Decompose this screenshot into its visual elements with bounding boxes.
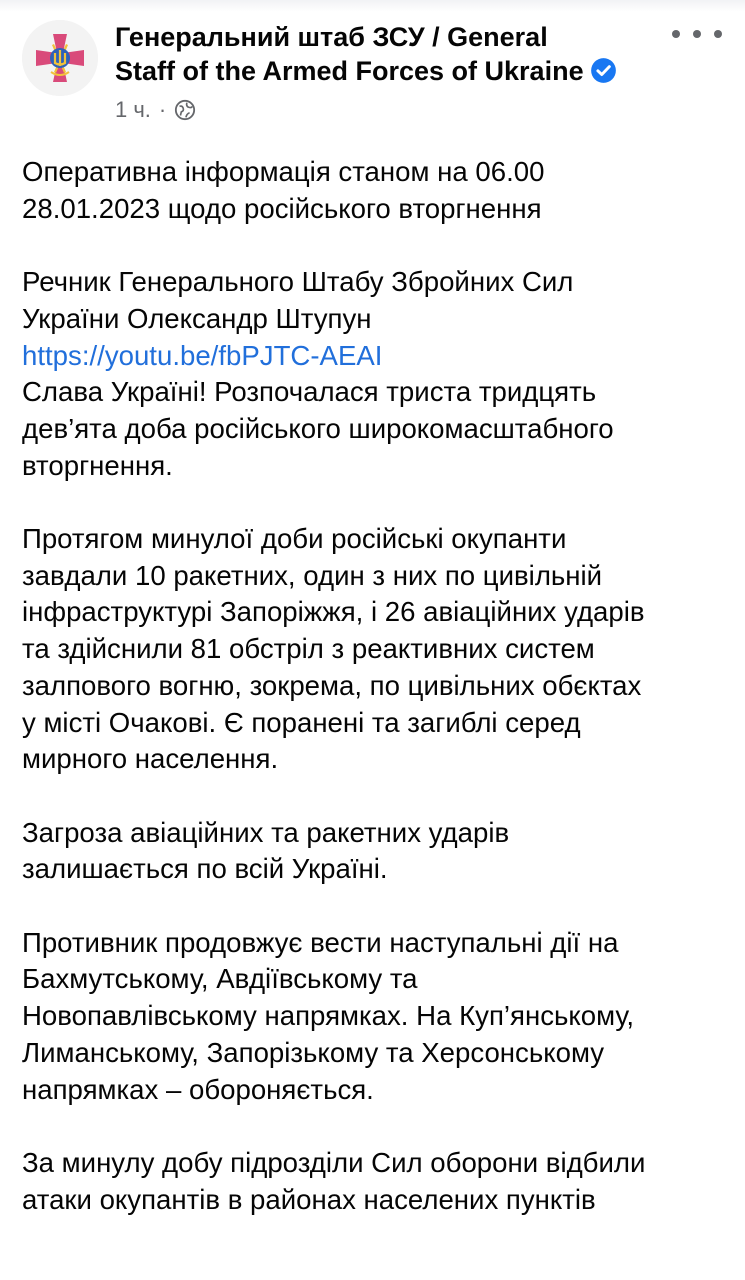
paragraph-2 (22, 264, 734, 484)
text-line: вторгнення. (22, 449, 173, 481)
text-line: Противник продовжує вести наступальні дії на (22, 926, 619, 958)
paragraph-5 (22, 925, 734, 1109)
text-line: мирного населення. (22, 743, 279, 775)
more-options-icon (672, 30, 680, 38)
post-header (0, 0, 745, 140)
text-line: залишається по всій Україні. (22, 853, 388, 885)
page-name-line-1: Генеральний штаб ЗСУ / General (115, 22, 548, 52)
text-line: завдали 10 ракетних, один з них по цивільній (22, 559, 603, 591)
post-meta (115, 96, 196, 124)
text-line: інфраструктурі Запоріжжя, і 26 авіаційних ударів (22, 596, 645, 628)
text-line: та здійснили 81 обстріл з реактивних систем (22, 633, 595, 665)
page-name-line-2: Staff of the Armed Forces of Ukraine (115, 56, 584, 86)
text-line: Оперативна інформація станом на 06.00 (22, 156, 545, 187)
meta-separator: · (158, 97, 167, 122)
text-line: Слава Україні! Розпочалася триста тридцять (22, 376, 597, 408)
youtube-link[interactable]: https://youtu.be/fbPJTC-AEAI (22, 339, 383, 371)
text-line: Бахмутському, Авдіївському та (22, 963, 418, 995)
more-options-button[interactable] (672, 22, 722, 46)
paragraph-4 (22, 815, 734, 888)
text-line: За минулу добу підрозділи Сил оборони відбили (22, 1146, 646, 1178)
text-line: Лиманському, Запорізькому та Херсонському (22, 1036, 605, 1068)
text-line: атаки окупантів в районах населених пунктів (22, 1183, 596, 1215)
paragraph-6 (22, 1145, 734, 1218)
verified-badge-icon (590, 57, 617, 84)
text-line: України Олександр Штупун (22, 302, 372, 334)
text-line: Речник Генерального Штабу Збройних Сил (22, 266, 574, 298)
text-line: Загроза авіаційних та ракетних ударів (22, 816, 510, 848)
text-line: залпового вогню, зокрема, по цивільних обєктах (22, 669, 642, 701)
more-options-icon (714, 30, 722, 38)
text-line: напрямках – обороняється. (22, 1073, 374, 1105)
paragraph-3 (22, 521, 734, 778)
text-line: дев’ята доба російського широкомасштабного (22, 412, 614, 444)
avatar[interactable] (22, 20, 98, 96)
text-line: Новопавлівському напрямках. На Куп’янському, (22, 1000, 635, 1032)
post-body (22, 154, 734, 1218)
globe-icon[interactable] (174, 99, 196, 121)
page-name[interactable] (115, 20, 655, 88)
armed-forces-emblem-icon (22, 20, 98, 96)
paragraph-1 (22, 154, 734, 227)
text-line: 28.01.2023 щодо російського вторгнення (22, 192, 542, 224)
more-options-icon (693, 30, 701, 38)
text-line: у місті Очакові. Є поранені та загиблі серед (22, 706, 581, 738)
text-line: Протягом минулої доби російські окупанти (22, 523, 567, 554)
post-time[interactable]: 1 ч. (115, 97, 151, 122)
